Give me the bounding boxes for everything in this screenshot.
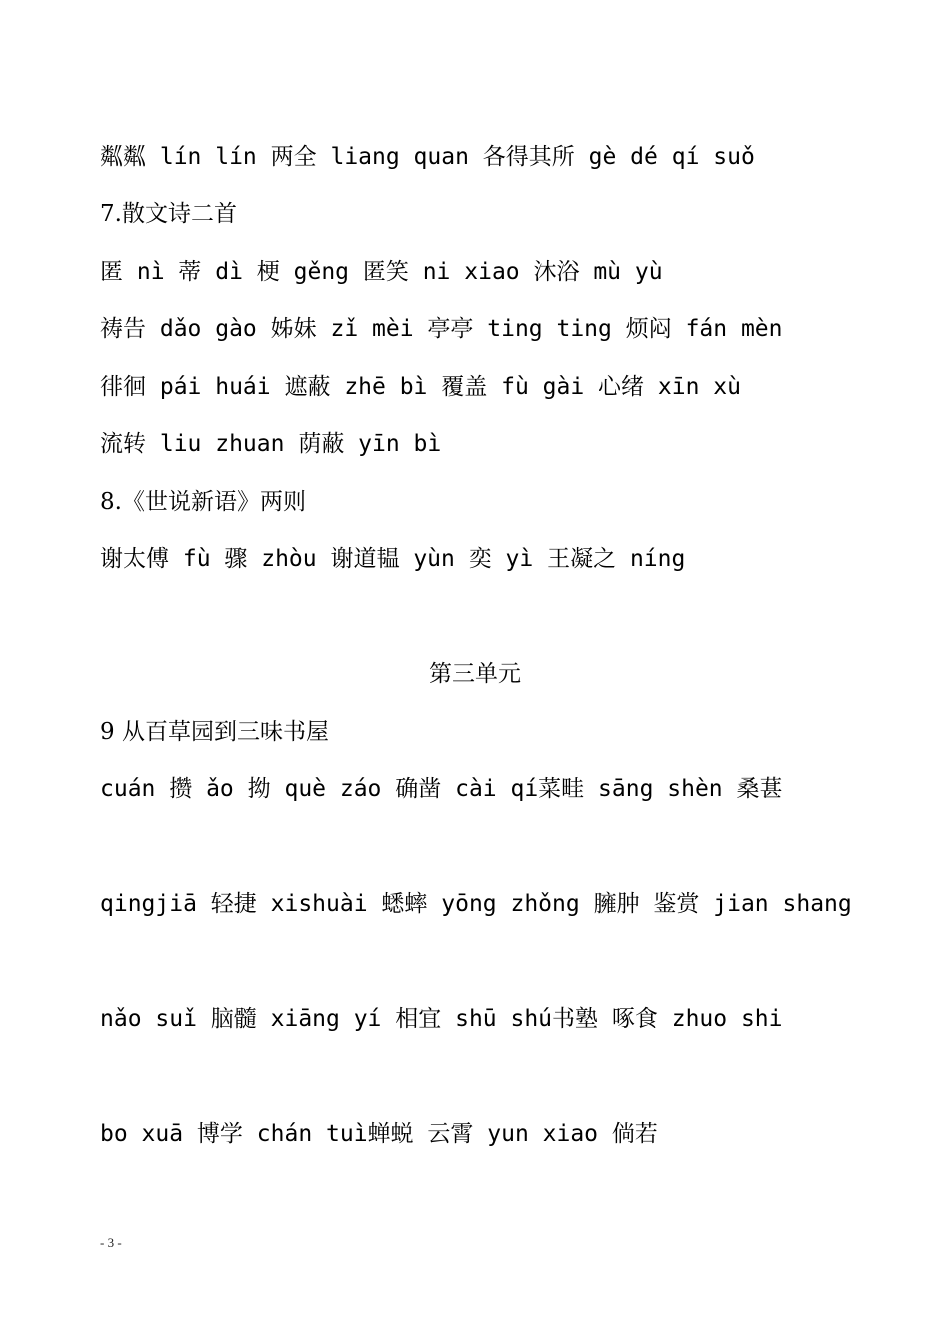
vocab-line-3: 祷告 dǎo gào 姊妹 zǐ mèi 亭亭 ting ting 烦闷 fán mèn [100, 316, 783, 342]
vocab-paragraph-1: cuán 攒 ǎo 拗 què záo 确凿 cài qí菜畦 sāng shèn 桑葚 [100, 776, 783, 802]
section-heading-7: 7.散文诗二首 [100, 201, 237, 227]
unit-title: 第三单元 [429, 661, 521, 687]
section-heading-9: 9 从百草园到三味书屋 [100, 719, 329, 745]
vocab-paragraph-2: qingjiā 轻捷 xishuài 蟋蟀 yōng zhǒng 臃肿 鉴赏 jian shang [100, 891, 852, 917]
vocab-line-4: 徘徊 pái huái 遮蔽 zhē bì 覆盖 fù gài 心绪 xīn xù [100, 374, 741, 400]
vocab-line-2: 匿 nì 蒂 dì 梗 gěng 匿笑 ni xiao 沐浴 mù yù [100, 259, 663, 285]
vocab-line-5: 流转 liu zhuan 荫蔽 yīn bì [100, 431, 442, 457]
section-heading-8: 8.《世说新语》两则 [100, 489, 306, 515]
vocab-line-1: 粼粼 lín lín 两全 liang quan 各得其所 gè dé qí suǒ [100, 144, 755, 170]
vocab-paragraph-3: nǎo suǐ 脑髓 xiāng yí 相宜 shū shú书塾 啄食 zhuo shi [100, 1006, 783, 1032]
vocab-line-7: bo xuā 博学 chán tuì蝉蜕 云霄 yun xiao 倘若 [100, 1121, 658, 1147]
vocab-line-6: 谢太傅 fù 骤 zhòu 谢道韫 yùn 奕 yì 王凝之 níng [100, 546, 686, 572]
page-number: - 3 - [100, 1235, 122, 1250]
